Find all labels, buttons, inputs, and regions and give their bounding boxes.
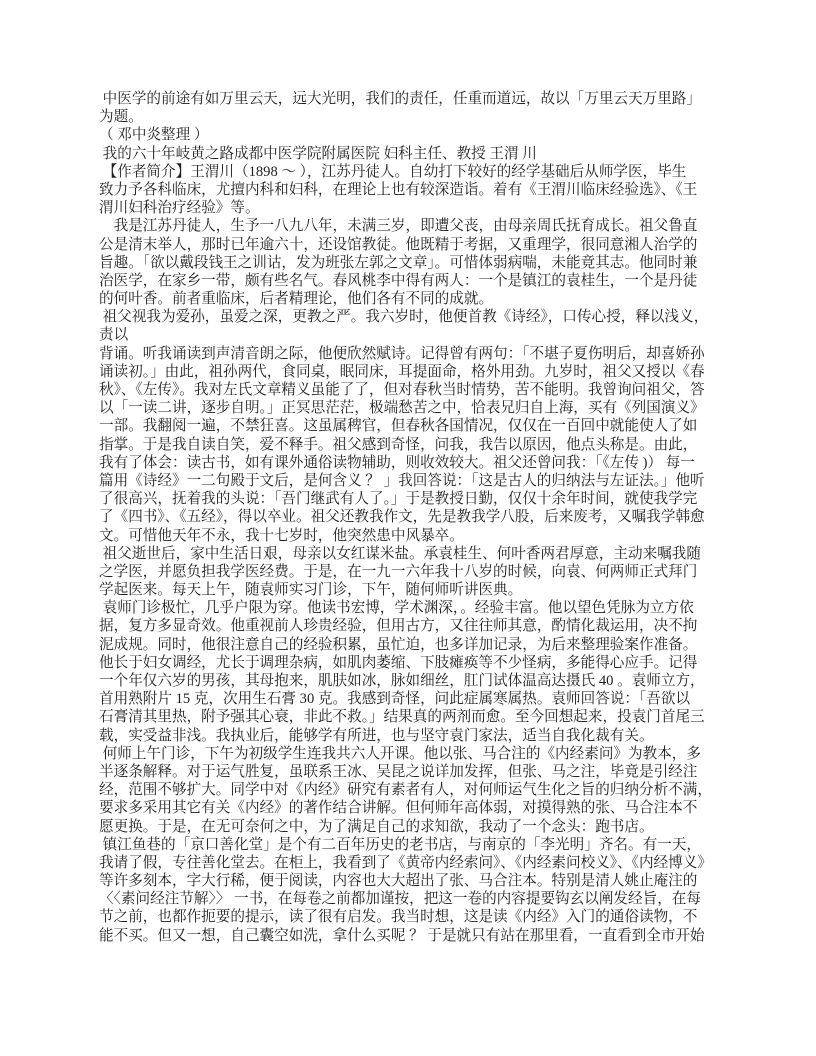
text-line: 旨趣。「欲以戴段钱王之训诂，发为班张左郭之文章」。可惜体弱病喘，未能竟其志。他同时兼 bbox=[99, 254, 698, 271]
text-line: 祖父逝世后，家中生活日艰，母亲以女红谋米盐。承袁桂生、何叶香两君厚意，主动来嘱我随 bbox=[99, 545, 701, 562]
text-line: 治医学，在家乡一带，颇有些名气。春风桃李中得有两人：一个是镇江的袁桂生，一个是丹徒 bbox=[99, 272, 698, 289]
text-line: 之学医，并愿负担我学医经费。于是，在一九一六年我十八岁的时候，向袁、何两师正式拜门 bbox=[99, 563, 698, 580]
text-line: 等许多刻本，字大行稀，便于阅读，内容也大大超出了张、马合注本。特别是清人姚止庵注的 bbox=[99, 873, 698, 890]
text-line: 首用熟附片 15 克，次用生石膏 30 克。我感到奇怪，问此症属寒属热。袁师回答说：「吾欲以 bbox=[99, 691, 691, 708]
text-line: 半逐条解释。对于运气胜复，虽联系王冰、吴昆之说详加发挥，但张、马之注，毕竟是引经注 bbox=[99, 763, 698, 780]
text-line: 一个年仅六岁的男孩，其母抱来，肌肤如冰，脉如细丝，肛门试体温高达摄氏 40 。袁师立方， bbox=[99, 673, 705, 689]
text-line: 我是江苏丹徒人，生予一八九八年，未满三岁，即遭父丧，由母亲周氏抚育成长。祖父鲁直 bbox=[99, 218, 698, 235]
text-line: 公是清末举人，那时已年逾六十，还设馆教徒。他既精于考据，又重理学，很同意湘人治学的 bbox=[99, 236, 698, 253]
text-line: 学起医来。每天上午，随袁师实习门诊，下午，随何师听讲医典。 bbox=[99, 582, 523, 599]
text-line: 了很高兴，抚着我的头说：「吾门继武有人了。」于是教授日勤，仅仅十余年时间，就使我学完 bbox=[99, 491, 698, 508]
text-line: 何师上午门诊，下午为初级学生连我共六人开课。他以张、马合注的《内经素问》为教本，多 bbox=[99, 745, 701, 762]
text-line: 愿更换。于是，在无可奈何之中，为了满足自己的求知欲，我动了一个念头：跑书店。 bbox=[99, 818, 654, 835]
text-line: 我的六十年岐黄之路成都中医学院附属医院 妇科主任、教授 王渭 川 bbox=[99, 145, 537, 162]
text-line: 诵读初。」由此，祖孙两代，食同桌，眠同床，耳提面命，格外用劲。九岁时，祖父又授以《春 bbox=[99, 363, 705, 380]
text-line: 载，实受益非浅。我执业后，能够学有所进，也与坚守袁门家法，适当自我化裁有关。 bbox=[99, 727, 654, 744]
text-line: 他长于妇女调经，尤长于调理杂病，如肌肉萎缩、下肢瘫痪等不少怪病，多能得心应手。记得 bbox=[99, 654, 698, 671]
text-line: 一部。我翻阅一遍，不禁狂喜。这虽属稗官，但春秋各国情况，仅仅在一百回中就能使人了如 bbox=[99, 418, 698, 435]
text-line: 文。可惜他天年不永，我十七岁时，他突然患中风暴卒。 bbox=[99, 527, 464, 544]
text-line: 以「一读二讲，逐步自明。」正冥思茫茫，极端愁苦之中，恰表兄归自上海，买有《列国演义》 bbox=[99, 400, 705, 417]
text-line: 袁师门诊极忙，几乎户限为穿。他读书宏博，学术渊深，。经验丰富。他以望色凭脉为立方依 bbox=[99, 600, 694, 617]
text-line: 责以 bbox=[99, 327, 129, 344]
text-line: 秋》、《左传》。我对左氏文章精义虽能了了，但对春秋当时情势，苦不能明。我曾询问祖父，答 bbox=[99, 382, 705, 398]
text-line: 背诵。听我诵读到声清音朗之际，他便欣然赋诗。记得曾有两句：「不堪子夏伤明后，却喜娇孙 bbox=[99, 345, 705, 362]
text-line: 镇江鱼巷的「京口善化堂」是个有二百年历史的老书店，与南京的「李光明」齐名。有一天， bbox=[99, 836, 701, 853]
text-line: 致力予各科临床，尤擅内科和妇科，在理论上也有较深造诣。着有《王渭川临床经验选》、《王 bbox=[99, 181, 698, 198]
text-line: 指掌。于是我自读自笑，爱不释手。祖父感到奇怪，问我，我告以原因，他点头称是。由此， bbox=[99, 436, 698, 453]
text-line: 为题。 bbox=[99, 109, 143, 126]
text-line: 我有了体会：读古书，如有课外通俗读物辅助，则收效较大。祖父还曾问我：「《左传 )） 每一 bbox=[99, 454, 695, 471]
text-line: 了《四书》、《五经》，得以卒业。祖父还教我作文，先是教我学八股，后来废考，又嘱我学韩愈 bbox=[99, 509, 705, 526]
text-line: 祖父视我为爱孙，虽爱之深，更教之严。我六岁时，他便首教《诗经》，口传心授，释以浅义， bbox=[99, 309, 709, 326]
text-line: 能不买。但又一想，自己囊空如洗，拿什么买呢 ？ 于是就只有站在那里看，一直看到全市开始 bbox=[99, 927, 705, 944]
text-line: 经，范围不够扩大。同学中对《内经》研究有素者有人，对何师运气生化之旨的归纳分析不满， bbox=[99, 782, 712, 799]
text-line: 中医学的前途有如万里云天，远大光明，我们的责任，任重而道远，故以「万里云天万里路」 bbox=[99, 91, 701, 107]
document-text-block bbox=[99, 90, 721, 945]
text-line: 【作者简介】王渭川（1898 ～ ），江苏丹徒人。自幼打下较好的经学基础后从师学医，毕生 bbox=[99, 163, 687, 180]
text-line: 节之前，也都作扼要的提示，读了很有启发。我当时想，这是读《内经》入门的通俗读物，不 bbox=[99, 909, 698, 926]
text-line: 要求多采用其它有关《内经》的著作结合讲解。但何师年高体弱，对摸得熟的张、马合注本不 bbox=[99, 800, 698, 817]
text-line: 的何叶香。前者重临床，后者精理论，他们各有不同的成就。 bbox=[99, 291, 494, 308]
text-line: 据，复方多显奇效。他重视前人珍贵经验，但用古方，又往往师其意，酌情化裁运用，决不拘 bbox=[99, 618, 698, 635]
text-line: （ 邓中炎整理 ） bbox=[99, 127, 209, 144]
text-line: 篇用《诗经》一二句殿于文后，是何含义 ？ 」我回答说：「这是古人的归纳法与左证法。」他听 bbox=[99, 472, 705, 489]
text-line: 渭川妇科治疗经验》等。 bbox=[99, 200, 260, 217]
text-line: 我请了假，专往善化堂去。在柜上，我看到了《黄帝内经索问》、《内经素问校义》、《内经博义》 bbox=[99, 854, 712, 871]
text-line: 〈〈素问经注节解〉〉 一书，在每卷之前都加谨按，把这一卷的内容提要钩玄以阐发经旨，在每 bbox=[99, 891, 701, 908]
text-line: 石膏清其里热，附予强其心衰，非此不救。」结果真的两剂而愈。至今回想起来，投袁门首尾三 bbox=[99, 709, 705, 726]
text-line: 泥成规。同时，他很注意自己的经验积累，虽忙迫，也多详加记录，为后来整理验案作准备。 bbox=[99, 636, 698, 653]
